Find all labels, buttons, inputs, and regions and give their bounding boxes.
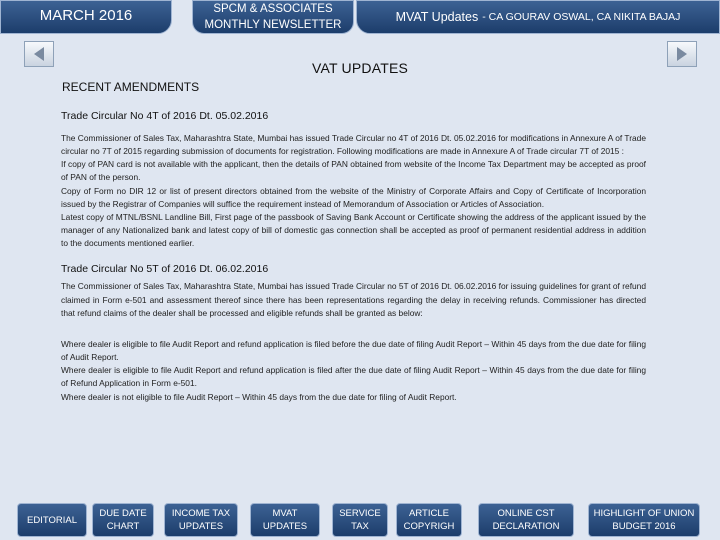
issue-month: MARCH 2016 (39, 6, 133, 24)
nav-union-budget-highlights-button[interactable] (588, 503, 700, 537)
bottom-navigation (0, 503, 720, 540)
nav-income-tax-updates-button[interactable] (164, 503, 238, 537)
newsletter-title: SPCM & ASSOCIATES MONTHLY NEWSLETTER (204, 3, 342, 31)
newsletter-title-tab (192, 0, 354, 34)
section-title-tab (356, 0, 720, 34)
nav-label: DUE DATE CHART (99, 508, 147, 532)
page-title: VAT UPDATES (311, 60, 409, 76)
nav-label: SERVICE TAX (339, 508, 381, 532)
nav-label: INCOME TAX UPDATES (171, 508, 231, 532)
circular-paragraph: Copy of Form no DIR 12 or list of present directors obtained from the website of the Ministry of Corporate Affairs and Copy of Certificate of Incorporation issued by the Registrar of Companies will suffice the requirement instead of Memorandum of Association or Articles of Association. (61, 185, 646, 209)
circular-paragraph: If copy of PAN card is not available with the applicant, then the details of PAN obtained from website of the Income Tax Department may be accepted as proof of PAN of the person. (61, 159, 646, 183)
circular-paragraph: The Commissioner of Sales Tax, Maharashtra State, Mumbai has issued Trade Circular no 5T of 2016 Dt. 06.02.2016 for issuing guidelines for grant of refund claimed in Form e-501 and assessment thereof since there has been representations regarding the delay in receiving refunds. Commissioner has directed that refund claims of the dealer shall be processed and eligible refunds shall be granted as below: (61, 281, 646, 318)
issue-month-tab (0, 0, 172, 34)
nav-online-cst-declaration-button[interactable] (478, 503, 574, 537)
nav-label: MVAT UPDATES (262, 508, 308, 532)
circular-paragraph: Latest copy of MTNL/BSNL Landline Bill, First page of the passbook of Saving Bank Account or Certificate showing the address of the applicant issued by the manager of any Nationalized bank and latest copy of bill of domestic gas connection shall be accepted as proof of permanent residential address in addition to the documents mentioned earlier. (61, 211, 646, 249)
circular-heading: Trade Circular No 5T of 2016 Dt. 06.02.2016 (61, 263, 269, 276)
refund-timeline-item: Where dealer is not eligible to file Audit Report – Within 45 days from the due date for filing of Audit Report. (61, 391, 457, 402)
top-banner (0, 0, 720, 38)
refund-timeline-item: Where dealer is eligible to file Audit Report and refund application is filed before the due date of filing Audit Report – Within 45 days from the due date for filing of Audit Report. (61, 338, 646, 363)
refund-timeline-item: Where dealer is eligible to file Audit Report and refund application is filed after the due date of filing Audit Report – Within 45 days from the due date for filing of Refund Application in Form e-501. (61, 365, 646, 389)
nav-article-copyright-button[interactable] (396, 503, 462, 537)
nav-label: EDITORIAL (27, 514, 77, 526)
nav-label: ONLINE CST DECLARATION (492, 508, 560, 532)
circular-heading: Trade Circular No 4T of 2016 Dt. 05.02.2016 (61, 110, 269, 122)
nav-editorial-button[interactable] (17, 503, 87, 537)
nav-label: HIGHLIGHT OF UNION BUDGET 2016 (593, 508, 695, 532)
section-authors: - CA GOURAV OSWAL, CA NIKITA BAJAJ (482, 11, 681, 23)
nav-service-tax-button[interactable] (332, 503, 388, 537)
section-title: MVAT Updates (395, 10, 479, 24)
nav-mvat-updates-button[interactable] (250, 503, 320, 537)
article-body (61, 110, 646, 404)
circular-paragraph: The Commissioner of Sales Tax, Maharashtra State, Mumbai has issued Trade Circular no 4T of 2016 Dt. 05.02.2016 for modifications in Annexure A of Trade circular no 7T of 2015 regarding submission of documents for registration. Following modifications are made in Annexure A of Trade circular 7T of 2015 : (61, 133, 646, 157)
nav-due-date-chart-button[interactable] (92, 503, 154, 537)
section-label: RECENT AMENDMENTS (62, 80, 200, 94)
nav-label: ARTICLE COPYRIGH (403, 508, 455, 532)
